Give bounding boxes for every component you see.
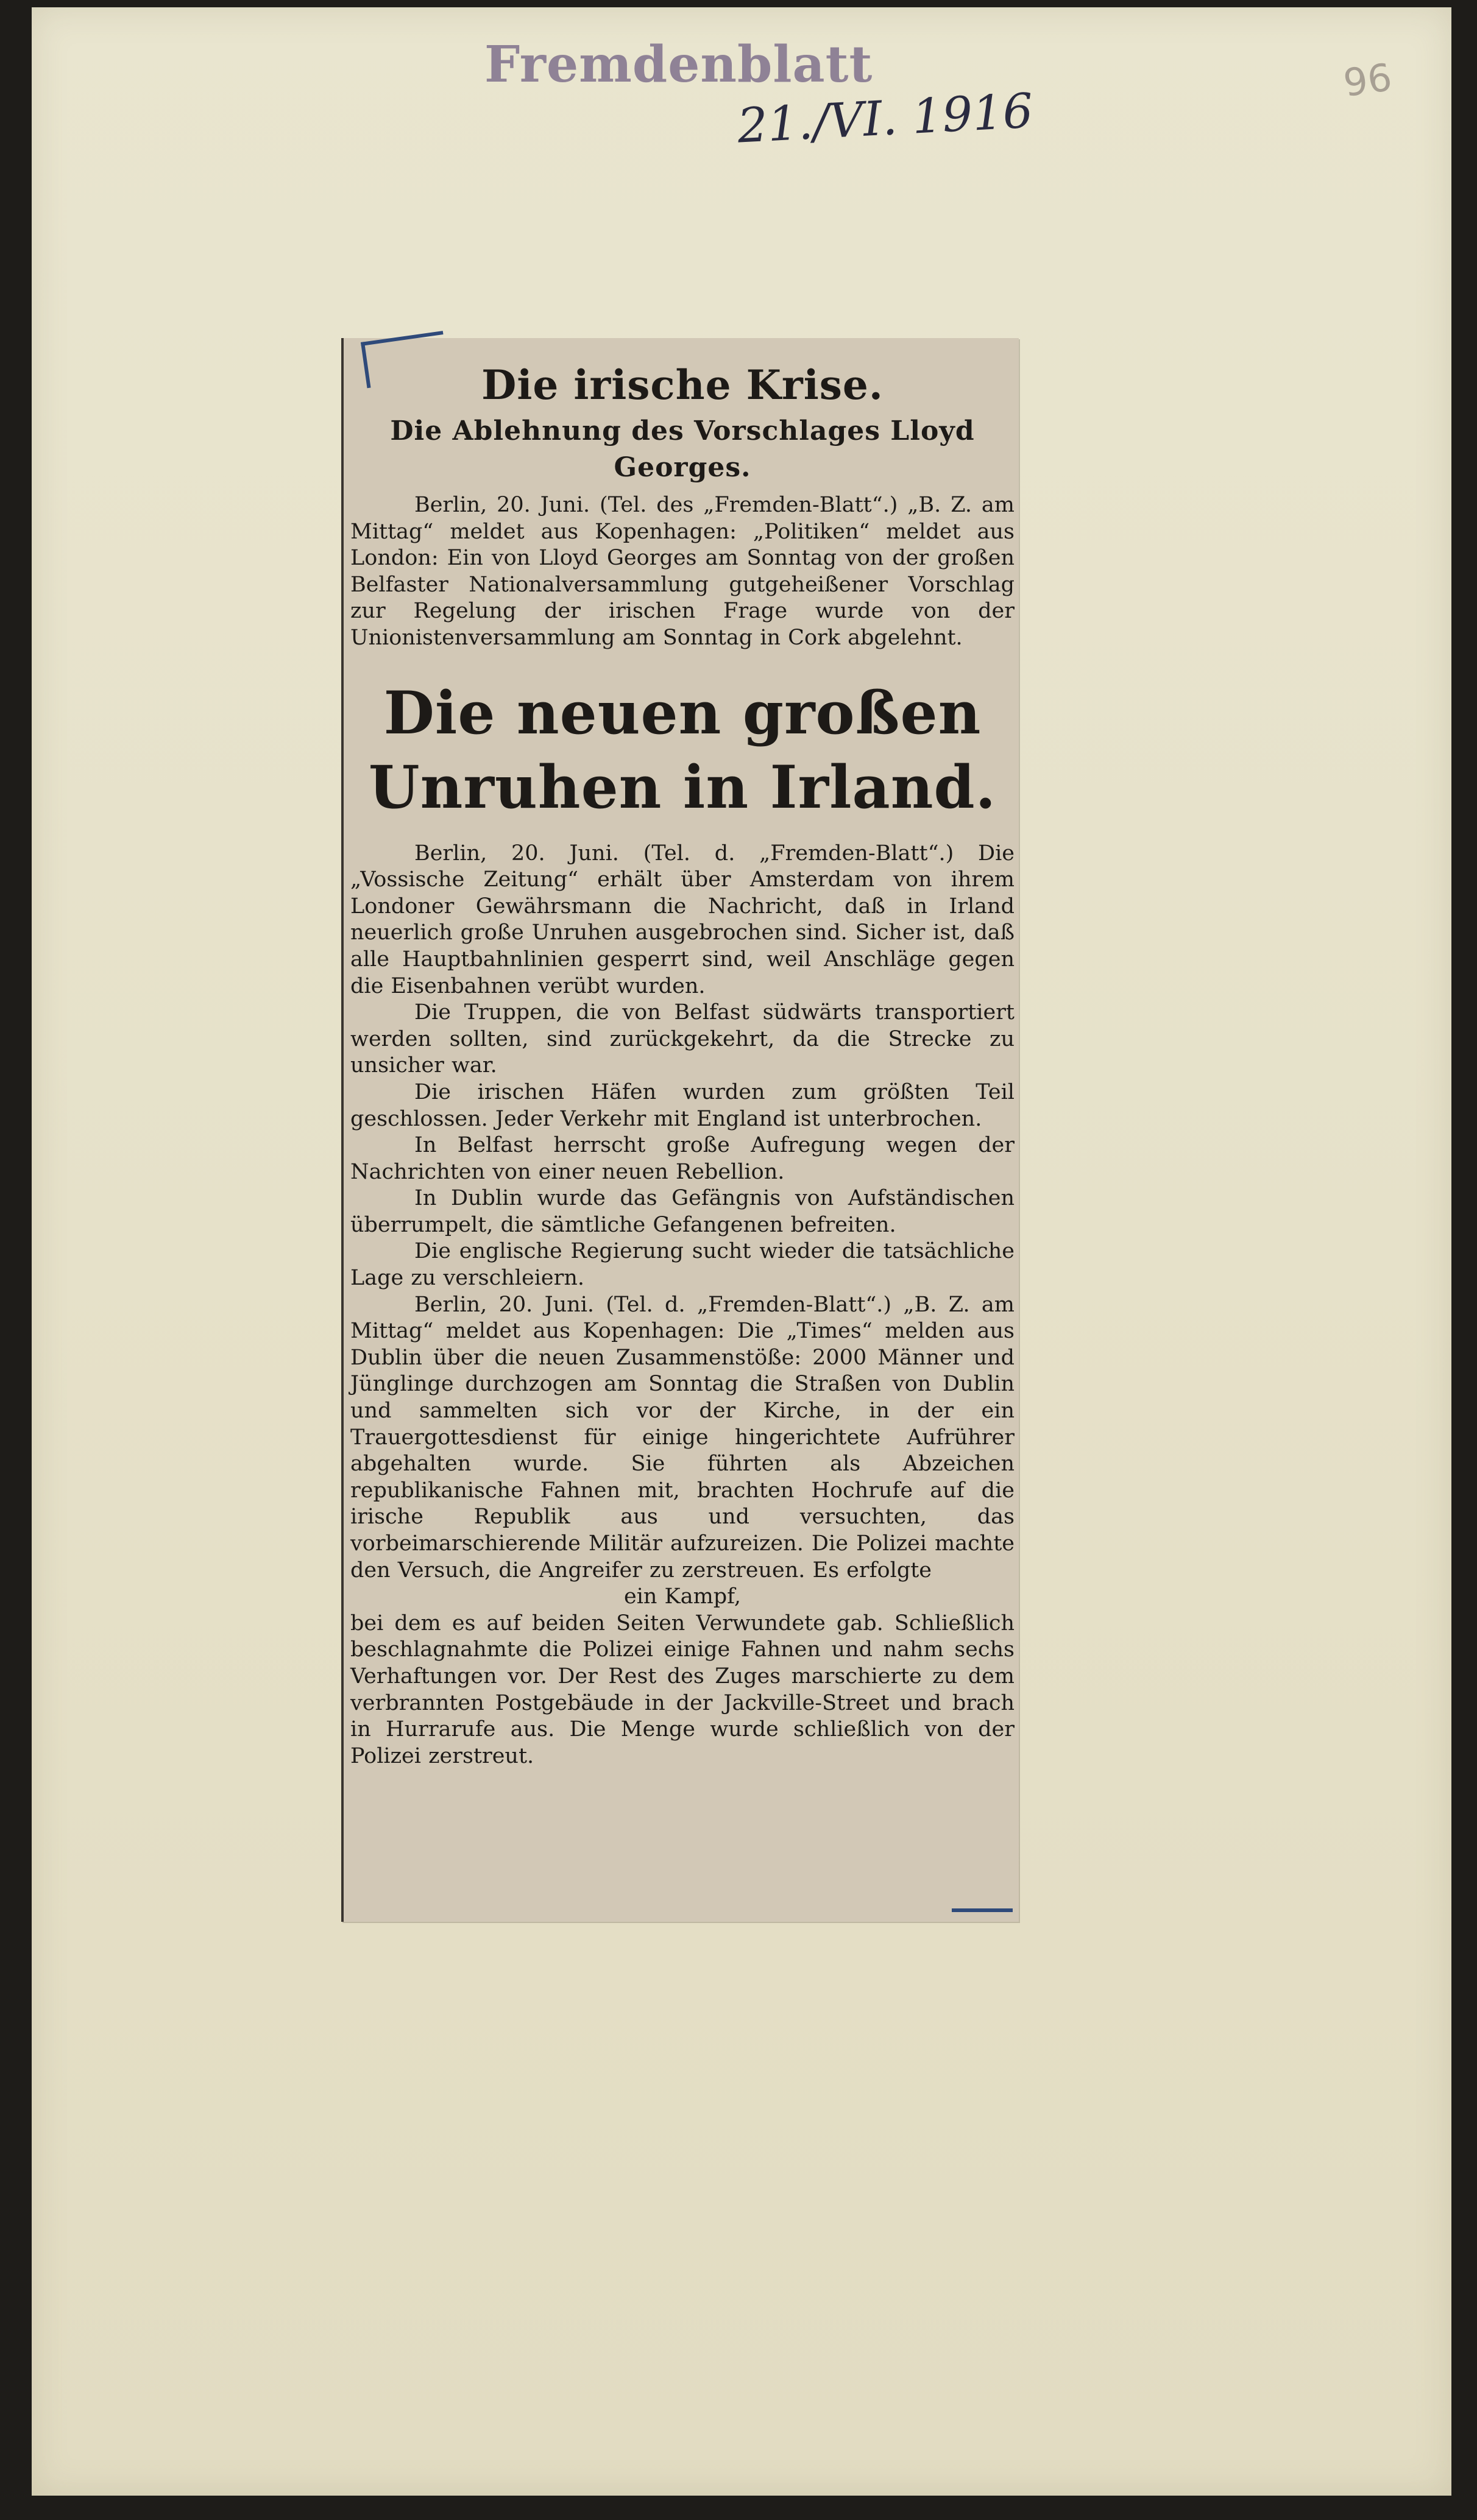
article2-paragraph: Die irischen Häfen wurden zum größten Teil geschlossen. Jeder Verkehr mit England ist unterbrochen. <box>350 1079 1015 1131</box>
article1-subtitle: Die Ablehnung des Vorschlages Lloyd Georges. <box>390 415 975 483</box>
article2-final-paragraph: bei dem es auf beiden Seiten Verwundete gab. Schließlich beschlagnahmte die Polizei einige Fahnen und nahm sechs Verhaftungen vor. Der Rest des Zuges marschierte zu dem verbrannten Postgebäude in der Jackville-Street und brach in Hurrarufe aus. Die Menge wurde schließlich von der Polizei zerstreut. <box>350 1611 1015 1768</box>
article2-paragraph: In Belfast herrscht große Aufregung wegen der Nachrichten von einer neuen Rebellion. <box>350 1133 1015 1184</box>
handwritten-date: 21./VI. 1916 <box>735 83 1035 154</box>
article2-paragraph: In Dublin wurde das Gefängnis von Aufständischen überrumpelt, die sämtliche Gefangenen befreiten. <box>350 1186 1015 1237</box>
page-number: 96 <box>1341 54 1395 106</box>
kampf-subheading: ein Kampf, <box>623 1584 741 1609</box>
article2-paragraph: Berlin, 20. Juni. (Tel. d. „Fremden-Blatt“.) Die „Vossische Zeitung“ erhält über Amsterdam von ihrem Londoner Gewährsmann die Nachricht, daß in Irland neuerlich große Unruhen ausgebrochen sind. Sicher ist, daß alle Hauptbahnlinien gesperrt sind, weil Anschläge gegen die Eisenbahnen verübt wurden. <box>350 841 1015 998</box>
article1-paragraph: Berlin, 20. Juni. (Tel. des „Fremden-Blatt“.) „B. Z. am Mittag“ meldet aus Kopenhagen: „Politiken“ meldet aus London: Ein von Lloyd Georges am Sonntag von der großen Belfaster Nationalversammlung gutgeheißener Vorschlag zur Regelung der irischen Frage wurde von der Unionistenversammlung am Sonntag in Cork abgelehnt. <box>350 493 1015 650</box>
newspaper-stamp: Fremdenblatt <box>484 35 873 94</box>
article2-paragraph: Berlin, 20. Juni. (Tel. d. „Fremden-Blatt“.) „B. Z. am Mittag“ meldet aus Kopenhagen: Die „Times“ melden aus Dublin über die neuen Zusammenstöße: 2000 Männer und Jünglinge durchzogen am Sonntag die Straßen von Dublin und sammelten sich vor der Kirche, in der ein Trauergottesdienst für einige hingerichtete Aufrührer abgehalten wurde. Sie führten als Abzeichen republikanische Fahnen mit, brachten Hochrufe auf die irische Republik aus und versuchten, das vorbeimarschierende Militär aufzureizen. Die Polizei machte den Versuch, die Angreifer zu zerstreuen. Es erfolgte <box>350 1292 1015 1583</box>
article1-title: Die irische Krise. <box>481 361 884 409</box>
article2-title: Die neuen großen Unruhen in Irland. <box>368 678 997 822</box>
clipping-text <box>350 359 1015 1770</box>
blue-pencil-end-mark <box>952 1908 1013 1912</box>
article2-paragraph: Die englische Regierung sucht wieder die tatsächliche Lage zu verschleiern. <box>350 1239 1015 1291</box>
article2-paragraph: Die Truppen, die von Belfast südwärts transportiert werden sollten, sind zurückgekehrt, da die Strecke zu unsicher war. <box>350 1000 1015 1078</box>
